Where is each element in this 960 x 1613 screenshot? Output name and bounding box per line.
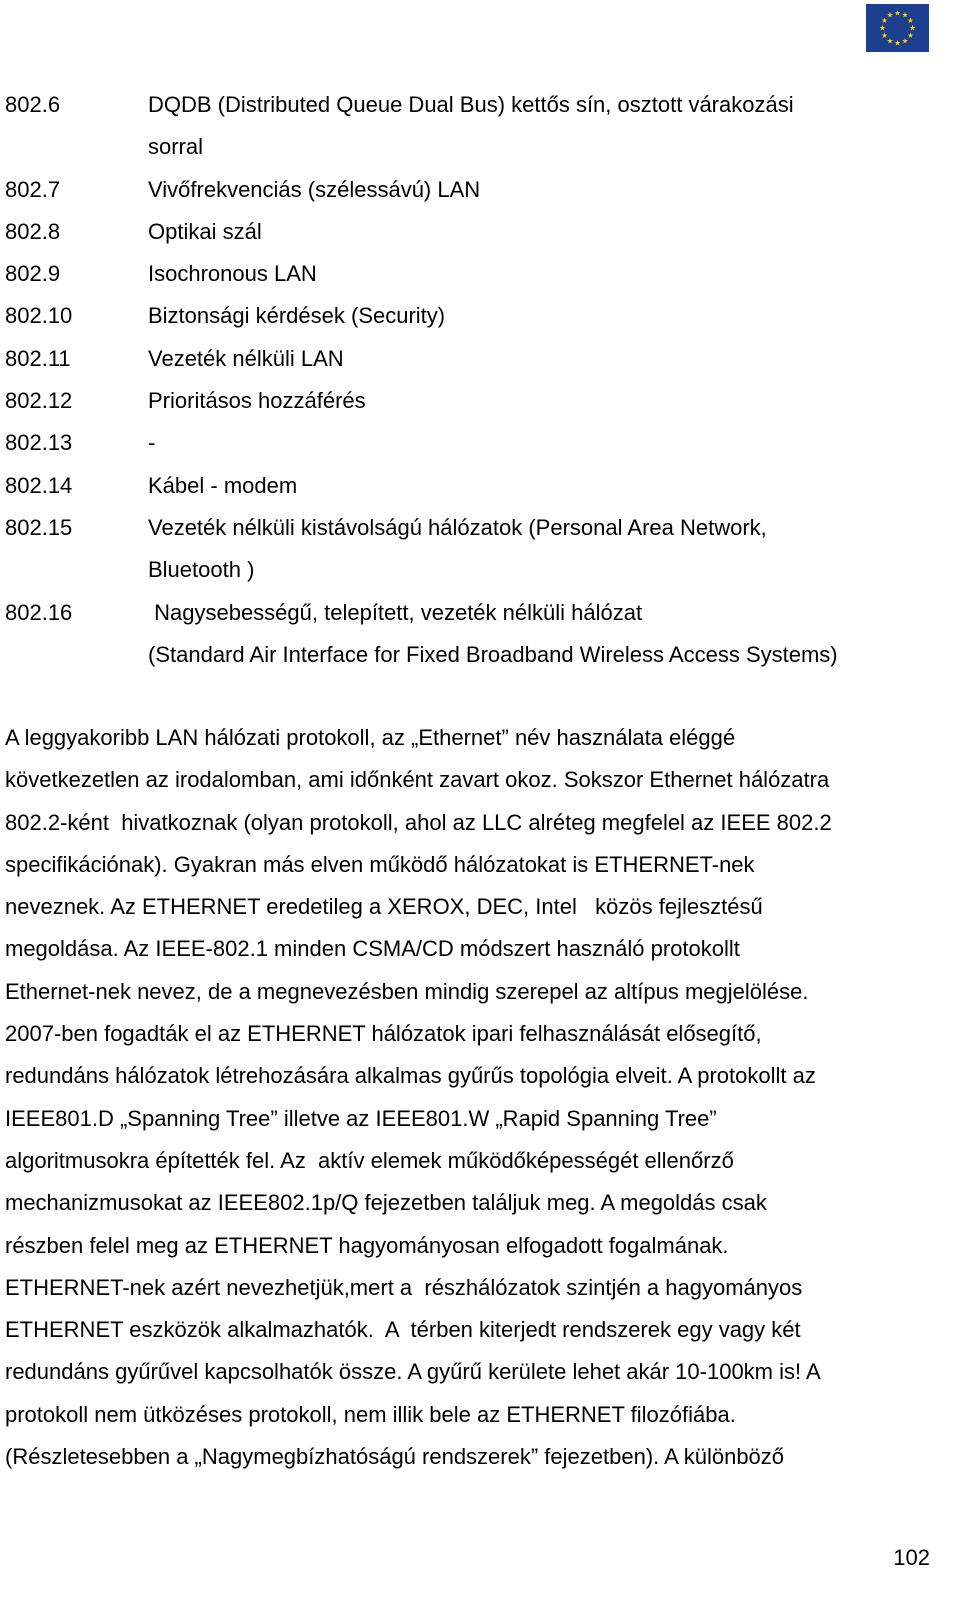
standard-description-line: Prioritásos hozzáférés	[148, 388, 366, 414]
paragraph-line: mechanizmusokat az IEEE802.1p/Q fejezetben találjuk meg. A megoldás csak	[5, 1190, 767, 1216]
standard-row	[5, 338, 945, 380]
eu-flag-icon	[866, 4, 929, 52]
paragraph-line: neveznek. Az ETHERNET eredetileg a XEROX, DEC, Intel közös fejlesztésű	[5, 894, 763, 920]
eu-flag-stars	[866, 4, 929, 52]
paragraph-line: specifikációnak). Gyakran más elven működő hálózatokat is ETHERNET-nek	[5, 851, 755, 877]
standard-description	[148, 465, 945, 507]
standard-code: 802.11	[5, 345, 71, 371]
standard-description-line: Vivőfrekvenciás (szélessávú) LAN	[148, 176, 481, 202]
paragraph-line: redundáns gyűrűvel kapcsolhatók össze. A gyűrű kerülete lehet akár 10-100km is! A	[5, 1359, 821, 1385]
paragraph-line: megoldása. Az IEEE-802.1 minden CSMA/CD módszert használó protokollt	[5, 936, 740, 962]
standard-row	[5, 84, 945, 169]
paragraph-line: Ethernet-nek nevez, de a megnevezésben mindig szerepel az altípus megjelölése.	[5, 978, 809, 1004]
standard-description	[148, 338, 945, 380]
standard-description-line: DQDB (Distributed Queue Dual Bus) kettős sín, osztott várakozási	[148, 92, 794, 117]
paragraph-line: részben felel meg az ETHERNET hagyományosan elfogadott fogalmának.	[5, 1232, 729, 1258]
standard-description	[148, 422, 945, 464]
standard-description	[148, 253, 945, 295]
standard-description-line: -	[148, 430, 156, 456]
standard-description-line: (Standard Air Interface for Fixed Broadband Wireless Access Systems)	[148, 641, 838, 667]
standard-description	[148, 84, 945, 169]
standard-row	[5, 211, 945, 253]
standard-description-line: sorral	[148, 134, 204, 160]
standard-description-line: Bluetooth )	[148, 557, 255, 583]
paragraph-line: algoritmusokra építették fel. Az aktív elemek működőképességét ellenőrző	[5, 1147, 734, 1173]
standard-description	[148, 211, 945, 253]
standard-code: 802.13	[5, 430, 73, 456]
standard-code: 802.9	[5, 261, 61, 287]
standard-description-line: Biztonsági kérdések (Security)	[148, 303, 446, 329]
standard-description	[148, 380, 945, 422]
paragraph-line: IEEE801.D „Spanning Tree” illetve az IEEE801.W „Rapid Spanning Tree”	[5, 1105, 717, 1131]
paragraph-line: (Részletesebben a „Nagymegbízhatóságú rendszerek” fejezetben). A különböző	[5, 1444, 785, 1470]
standard-description-line: Nagysebességű, telepített, vezeték nélküli hálózat	[148, 599, 643, 625]
paragraph-line: 802.2-ként hivatkoznak (olyan protokoll, ahol az LLC alréteg megfelel az IEEE 802.2	[5, 809, 832, 835]
standard-row	[5, 169, 945, 211]
standard-description-line: Vezeték nélküli LAN	[148, 345, 344, 371]
standard-row	[5, 380, 945, 422]
standard-description-line: Optikai szál	[148, 218, 262, 244]
standard-row	[5, 295, 945, 337]
ieee-standards-list	[5, 84, 945, 676]
standard-code: 802.12	[5, 388, 73, 414]
standard-description-line: Isochronous LAN	[148, 261, 317, 287]
standard-description	[148, 507, 945, 592]
standard-code: 802.6	[5, 92, 61, 117]
standard-description	[148, 295, 945, 337]
paragraph-line: protokoll nem ütközéses protokoll, nem illik bele az ETHERNET filozófiába.	[5, 1401, 736, 1427]
standard-description-line: Vezeték nélküli kistávolságú hálózatok (Personal Area Network,	[148, 514, 767, 540]
standard-row	[5, 592, 945, 677]
standard-code: 802.10	[5, 303, 73, 329]
ethernet-paragraph	[5, 717, 940, 1478]
standard-row	[5, 465, 945, 507]
standard-description	[148, 169, 945, 211]
standard-row	[5, 422, 945, 464]
paragraph-line: ETHERNET-nek azért nevezhetjük,mert a részhálózatok szintjén a hagyományos	[5, 1274, 803, 1300]
standard-code: 802.8	[5, 218, 61, 244]
standard-description-line: Kábel - modem	[148, 472, 298, 498]
paragraph-line: redundáns hálózatok létrehozására alkalmas gyűrűs topológia elveit. A protokollt az	[5, 1063, 816, 1089]
standard-description	[148, 592, 945, 677]
paragraph-line: A leggyakoribb LAN hálózati protokoll, az „Ethernet” név használata eléggé	[5, 725, 736, 750]
standard-row	[5, 253, 945, 295]
standard-code: 802.16	[5, 599, 73, 625]
paragraph-line: ETHERNET eszközök alkalmazhatók. A térben kiterjedt rendszerek egy vagy két	[5, 1317, 801, 1343]
standard-code: 802.14	[5, 472, 73, 498]
standard-code: 802.15	[5, 514, 73, 540]
paragraph-line: 2007-ben fogadták el az ETHERNET hálózatok ipari felhasználását elősegítő,	[5, 1021, 762, 1047]
paragraph-line: következetlen az irodalomban, ami időnként zavart okoz. Sokszor Ethernet hálózatra	[5, 767, 830, 793]
standard-code: 802.7	[5, 176, 61, 202]
page-number: 102	[893, 1545, 930, 1570]
standard-row	[5, 507, 945, 592]
